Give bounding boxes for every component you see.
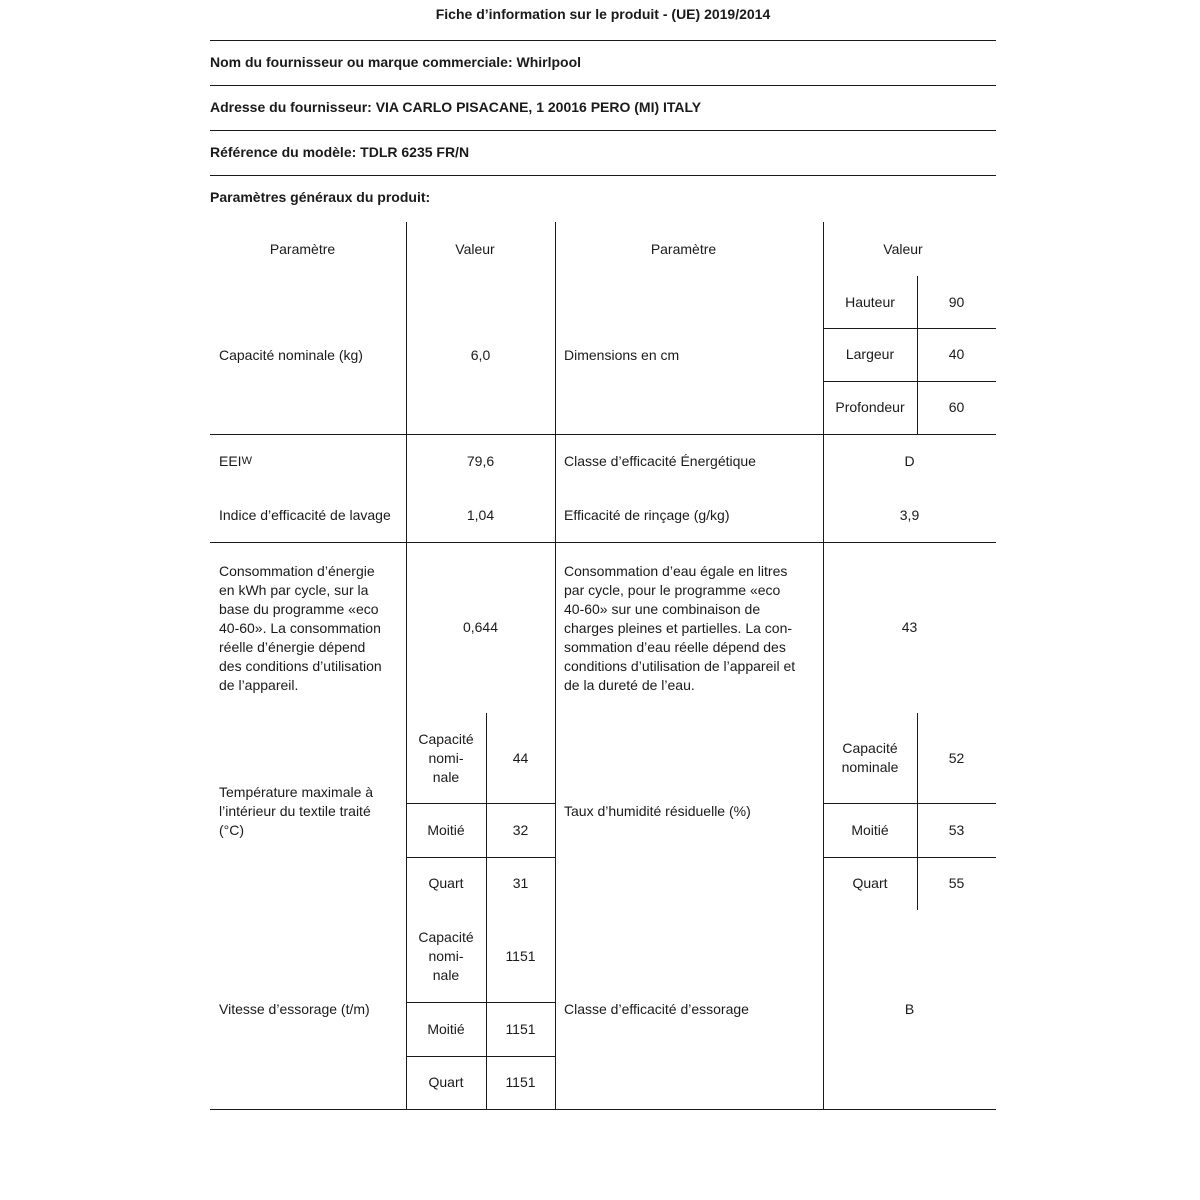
spin-speed-half-value: 1151: [505, 1020, 536, 1037]
temperature-quarter-value: 31: [512, 875, 529, 891]
header-value-2: Valeur: [883, 240, 923, 257]
spin-speed-full-label: Capacité nomi- nale: [418, 928, 474, 983]
spin-class-label: Classe d’efficacité d’essorage: [564, 1001, 749, 1017]
temperature-full-value: 44: [512, 749, 529, 766]
width-value: 40: [948, 346, 965, 362]
rinse-value: 3,9: [899, 506, 920, 523]
eei-label: [210, 434, 406, 488]
spin-speed-quarter-value: 1151: [505, 1074, 536, 1090]
humidity-half-label: Moitié: [851, 821, 889, 838]
humidity-half-value: 53: [948, 821, 965, 838]
spin-speed-full-value: 1151: [505, 947, 536, 964]
wash-index-value: 1,04: [466, 506, 495, 523]
capacity-value: 6,0: [470, 346, 491, 363]
document-title: Fiche d’information sur le produit - (UE) 2019/2014: [435, 6, 771, 22]
humidity-quarter-label: Quart: [852, 875, 888, 891]
model-row: Référence du modèle: TDLR 6235 FR/N: [210, 130, 996, 175]
width-label: Largeur: [845, 346, 895, 362]
spin-speed-half-label: Moitié: [427, 1020, 465, 1037]
water-consumption-value: 43: [901, 619, 918, 635]
wash-index-label: Indice d’efficacité de lavage: [219, 506, 391, 523]
temperature-label: Température maximale à l’intérieur du textile traité (°C): [219, 784, 374, 838]
humidity-full-value: 52: [948, 749, 965, 766]
divider: [210, 1109, 996, 1110]
height-value: 90: [948, 293, 965, 310]
eei-label-main: EEI: [219, 452, 242, 469]
spin-class-value: B: [904, 1001, 915, 1017]
supplier-row: Nom du fournisseur ou marque commerciale: Whirlpool: [210, 40, 996, 85]
energy-class-value: D: [904, 452, 915, 469]
depth-label: Profondeur: [835, 399, 905, 415]
header-param-2: Paramètre: [650, 240, 717, 257]
header-value-1: Valeur: [455, 240, 495, 257]
energy-class-label: Classe d’efficacité Énergétique: [564, 452, 756, 469]
eei-label-sub: W: [241, 454, 252, 467]
spin-speed-label: Vitesse d’essorage (t/m): [219, 1001, 370, 1017]
rinse-label: Efficacité de rinçage (g/kg): [564, 506, 730, 523]
humidity-label: Taux d’humidité résiduelle (%): [564, 803, 751, 819]
depth-value: 60: [948, 399, 965, 415]
general-params-row: Paramètres généraux du produit:: [210, 175, 996, 220]
address-row: Adresse du fournisseur: VIA CARLO PISACANE, 1 20016 PERO (MI) ITALY: [210, 85, 996, 130]
energy-consumption-value: 0,644: [462, 619, 499, 635]
height-label: Hauteur: [845, 293, 895, 310]
dimensions-label: Dimensions en cm: [564, 346, 680, 363]
energy-consumption-label: Consommation d’énergie en kWh par cycle, sur la base du programme «eco 40-60». La consommation réelle d’énergie dépend des conditions d’utilisation de l’appareil.: [219, 562, 382, 693]
temperature-half-label: Moitié: [427, 821, 465, 838]
header-param-1: Paramètre: [269, 240, 336, 257]
temperature-half-value: 32: [512, 821, 529, 838]
spin-speed-quarter-label: Quart: [428, 1074, 464, 1090]
humidity-quarter-value: 55: [948, 875, 965, 891]
water-consumption-label: Consommation d’eau égale en litres par cycle, pour le programme «eco 40-60» sur une combinaison de charges pleines et partielles. La con- sommation d’eau réelle dépend des conditions d’utilisation de l’appareil et de la dureté de l’eau.: [564, 562, 796, 693]
capacity-label: Capacité nominale (kg): [219, 346, 363, 363]
temperature-quarter-label: Quart: [428, 875, 464, 891]
temperature-full-label: Capacité nomi- nale: [418, 730, 474, 785]
humidity-full-label: Capacité nominale: [841, 740, 899, 775]
eei-value: 79,6: [466, 452, 495, 469]
